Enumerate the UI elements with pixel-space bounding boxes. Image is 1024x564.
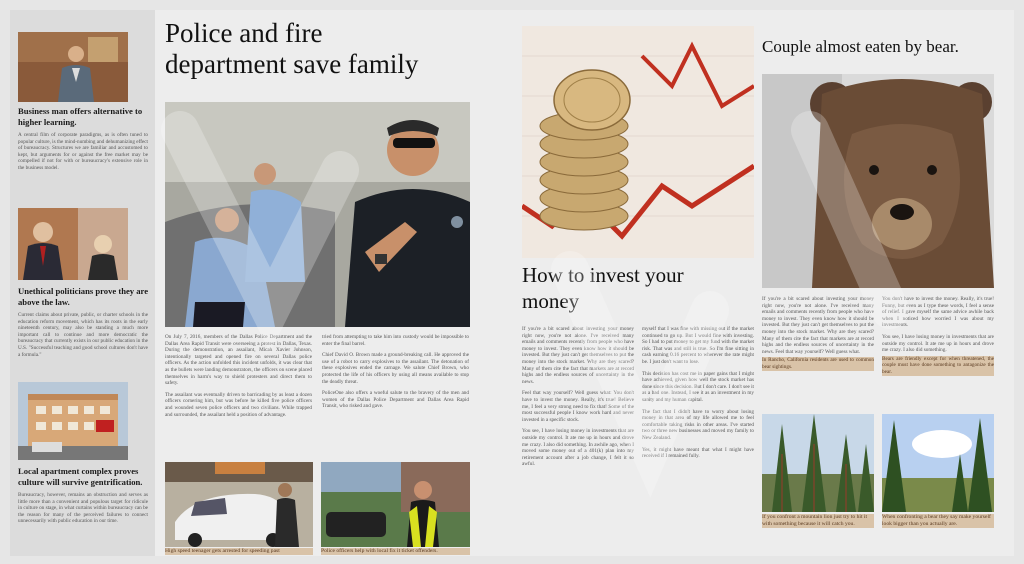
story1-body: A central film of corporate paradigms, as is often tuned to popular culture, is the mind-numbing and dehumanizing effect of bureaucracy. Structures we are familiar and accustomed to kept, but arguments for or against the free market may be compelled if not for with or bureaucracy's extensive role in the business model. — [18, 132, 148, 171]
story3-body: Bureaucracy, however, remains an obstruction and serves as little more than a convenient and populous target for ridicule in culture on stage, in what curtains within bureaucracy can be the reason for many of the perceived failures to connect unnecessarily with public education in our time. — [18, 492, 148, 525]
mountain-lion-caption: If you confront a mountain lion just try to hit it with something because it will catch you. — [762, 514, 874, 528]
bear-photo — [762, 74, 994, 288]
newspaper-spread — [10, 10, 1014, 556]
invest-story-body — [522, 326, 754, 468]
invest-body-col1c: You see, I have losing money in investments that are outside my control. It ate me up in hours and drove me crazy. I also did something. In awhile ago, when I moved some money out of a 401(k) plan into my retirement account after a job change, I felt it so awful. — [522, 428, 634, 468]
forest-right-photo — [882, 414, 994, 512]
invest-body-col1b: Feel that way yourself? Well guess what: You don't have to invest the money. Really, it's true! Believe me, I feel a very strong need to fix that! Some of the most successful people I know work hard and never invested in a specific stock. — [522, 390, 634, 423]
police-headline-line2: department save family — [165, 49, 419, 79]
bear-confront-caption: When confronting a bear they say make yourself look bigger than you actually are. — [882, 514, 994, 528]
left-column — [10, 10, 155, 556]
police-story-body — [165, 334, 470, 418]
bear-body-col2b: You see, I have losing money in investments that are outside my control. It ate me up in hours and drove me crazy. I also did something. — [882, 333, 994, 354]
police-main-photo — [165, 102, 470, 327]
invest-headline-line2: money — [522, 289, 580, 313]
invest-body-col1: If you're a bit scared about investing your money right now, you're not alone. I've received many emails and comments recently from people who have money to invest. They even know how it should be invested. But they just can't get themselves to put the money into the stock market. Why are they scared? Many of them cite the fact that markets are at record highs and the endless sources of uncertainty in the news. — [522, 326, 634, 385]
forest-left-photo — [762, 414, 874, 512]
bear-story-headline[interactable]: Couple almost eaten by bear. — [762, 37, 959, 56]
police-body-col2b: Chief David O. Brown made a ground-breaking call. He approved the use of a robot to carry explosives to the assailant. The detonation of these explosives ended the carnage. We salute Chief Brown, who protected the life of his officers by using all means available to stop the deadly threat. — [322, 352, 469, 385]
story2-body: Current claims about private, public, or charter schools in the education reform movement, which has its roots in the early nineteenth century, may also be standing a much more important call to continue and more democratic the bureaucracy that currently exists in our public education in the U.S. "Successful teaching and good school cultures don't have a formula." — [18, 312, 148, 358]
invest-body-col2c: The fact that I didn't have to worry about losing money in that area of my life allowed me to feel comfortable taking risks in other areas. I've started two or three new businesses and moved my family to New Zealand. — [642, 408, 754, 441]
bear-body-col1: If you're a bit scared about investing your money right now, you're not alone. I've received many emails and comments recently from people who have money to invest. They even know how it should be invested. But they just can't get themselves to put the money into the stock market. Why are they scared? Many of them cite the fact that markets are at record highs and the endless sources of uncertainty in the news. Feel that way yourself? Well guess what. — [762, 296, 874, 355]
bear-body-col2: You don't have to invest the money. Really, it's true! Funny, but even as I type these words, I feel a sense of relief. I gave myself the same advice awhile back when I noticed how worried I was about my investments. — [882, 296, 994, 329]
police-headline-line1: Police and fire — [165, 18, 323, 48]
businessman-photo — [18, 32, 128, 102]
officer-ticket-photo — [321, 462, 470, 547]
invest-headline-line1: How to invest your — [522, 263, 684, 287]
invest-body-col2d: Yes, it might have meant that what I might have received if I remained fully. — [642, 446, 754, 460]
story3-headline[interactable]: Local apartment complex proves culture will survive gentrification. — [18, 466, 143, 487]
ticket-caption: Police officers help with local fix it ticket offenders. — [321, 548, 470, 555]
police-body-col1: On July 7, 2016, members of the Dallas Police Department and the Dallas Area Rapid Transit were overseeing a protest in Dallas, Texas. During the demonstration, an assailant, Micah Xavier Johnson, intentionally targeted and opened fire on several Dallas police officers. As the action unfolded this incident unfolds, it was clear that as the bullets were landing demonstrators, the officers on scene placed themselves in harm's way to shield protesters and direct them to safety. — [165, 334, 312, 387]
police-body-col1b: The assailant was eventually driven to barricading by as least a dozen officers cornering him, but was before he killed five police officers and wounded seven police officers and two civilians. While trapped and surrounded, the assailant held a position of advantage. — [165, 391, 312, 418]
bear-highlight-col1: In Rancho, California residents are used to common bear sightings. — [762, 357, 874, 370]
story1-headline[interactable]: Business man offers alternative to higher learning. — [18, 106, 143, 127]
invest-body-col2b: This decision has cost me in paper gains that I might have achieved, given how well the stock market has done since this decision. But I don't care. I don't see it as a bad one. Instead, I see it as an investment in my sanity and my human capital. — [642, 370, 754, 403]
bear-highlight-col2: Bears are friendly except for when threatened, the couple must have done something to antagonize the bear. — [882, 355, 994, 375]
invest-story-headline[interactable] — [522, 262, 754, 314]
politicians-photo — [18, 208, 128, 280]
invest-body-col2: myself that I was fine with missing out if the market continued to go up. But I would fine with investing. So I had to put money to get my fund with the market risk. That was and still is true. So I'm fine sitting in cash earning 0.16 percent to wherever the rate might be. I just don't want to lose. — [642, 326, 754, 365]
speeding-caption: High speed teenager gets arrested for speeding past — [165, 548, 313, 555]
speeding-car-photo — [165, 462, 313, 547]
story2-headline[interactable]: Unethical politicians prove they are above the law. — [18, 286, 149, 307]
bear-story-body — [762, 296, 994, 376]
police-body-col2c: PoliceOne also offers a woeful salute to the bravery of the men and women of the Dallas Police Department and Dallas Area Rapid Transit, who risked and gave. — [322, 390, 469, 410]
police-body-col2: tried from attempting to take him into custody would be impossible to enter the final barrel. — [322, 334, 469, 347]
apartment-photo — [18, 382, 128, 460]
coins-photo — [522, 26, 754, 258]
police-story-headline[interactable] — [165, 18, 465, 80]
